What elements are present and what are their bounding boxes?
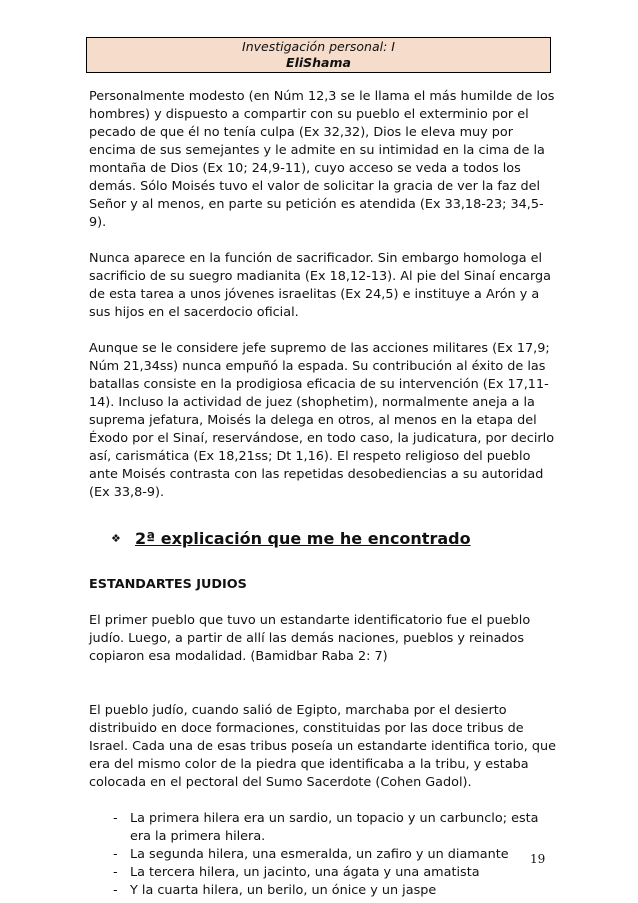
gem-list [89,810,559,900]
list-item-text: La segunda hilera, una esmeralda, un zafiro y un diamante [130,847,509,862]
dash-marker: - [113,865,118,880]
section-heading [111,528,559,550]
dash-marker: - [113,883,118,898]
list-item-text: La tercera hilera, un jacinto, una ágata y una amatista [130,865,480,880]
page-number: 19 [530,852,546,866]
section-title: ESTANDARTES JUDIOS [89,577,247,592]
paragraph-estandarte: El primer pueblo que tuvo un estandarte identificatorio fue el pueblo judío. Luego, a partir de allí las demás naciones, pueblos y reinados copiaron esa modalidad. (Bamidbar Raba 2: 7) [89,613,531,664]
list-item [89,864,559,882]
paragraph-pueblo-judio: El pueblo judío, cuando salió de Egipto, marchaba por el desierto distribuido en doce formaciones, constituidas por las doce tribus de Israel. Cada una de esas tribus poseía un estandarte identifica torio, que era del mismo color de la piedra que identificaba a la tribu, y estaba colocada en el pectoral del Sumo Sacerdote (Cohen Gadol). [89,703,556,790]
list-item [89,846,559,864]
paragraph-moises-modesto: Personalmente modesto (en Núm 12,3 se le llama el más humilde de los hombres) y dispuesto a compartir con su pueblo el exterminio por el pecado de que él no tenía culpa (Ex 32,32), Dios le eleva muy por encima de sus semejantes y le admite en su intimidad en la cima de la montaña de Dios (Ex 10; 24,9-11), cuyo acceso se veda a todos los demás. Sólo Moisés tuvo el valor de solicitar la gracia de ver la faz del Señor y al menos, en parte su petición es atendida (Ex 33,18-23; 34,5-9). [89,89,555,230]
page-content [89,88,559,900]
paragraph-sacrificador: Nunca aparece en la función de sacrificador. Sin embargo homologa el sacrificio de su suegro madianita (Ex 18,12-13). Al pie del Sinaí encarga de esta tarea a unos jóvenes israelitas (Ex 24,5) e instituye a Arón y a sus hijos en el sacerdocio oficial. [89,251,552,320]
dash-marker: - [113,811,118,826]
paragraph-jefe-militar: Aunque se le considere jefe supremo de las acciones militares (Ex 17,9; Núm 21,34ss) nunca empuñó la espada. Su contribución al éxito de las batallas consiste en la prodigiosa eficacia de su intervención (Ex 17,11-14). Incluso la actividad de juez (shophetim), normalmente aneja a la suprema jefatura, Moisés la delega en otros, al menos en la etapa del Éxodo por el Sinaí, reservándose, en todo caso, la judicatura, por decirlo así, carismática (Ex 18,21ss; Dt 1,16). El respeto religioso del pueblo ante Moisés contrasta con las repetidas desobediencias a su autoridad (Ex 33,8-9). [89,341,555,500]
header-author: EliShama [286,55,351,70]
document-header [86,37,551,73]
header-title: Investigación personal: I [242,39,395,54]
list-item-text: La primera hilera era un sardio, un topacio y un carbunclo; esta era la primera hilera. [130,811,539,844]
diamond-bullet-icon: ❖ [111,532,121,545]
dash-marker: - [113,847,118,862]
list-item [89,810,559,846]
list-item [89,882,559,900]
section-heading-text: 2ª explicación que me he encontrado [135,529,471,548]
list-item-text: Y la cuarta hilera, un berilo, un ónice y un jaspe [130,883,437,898]
